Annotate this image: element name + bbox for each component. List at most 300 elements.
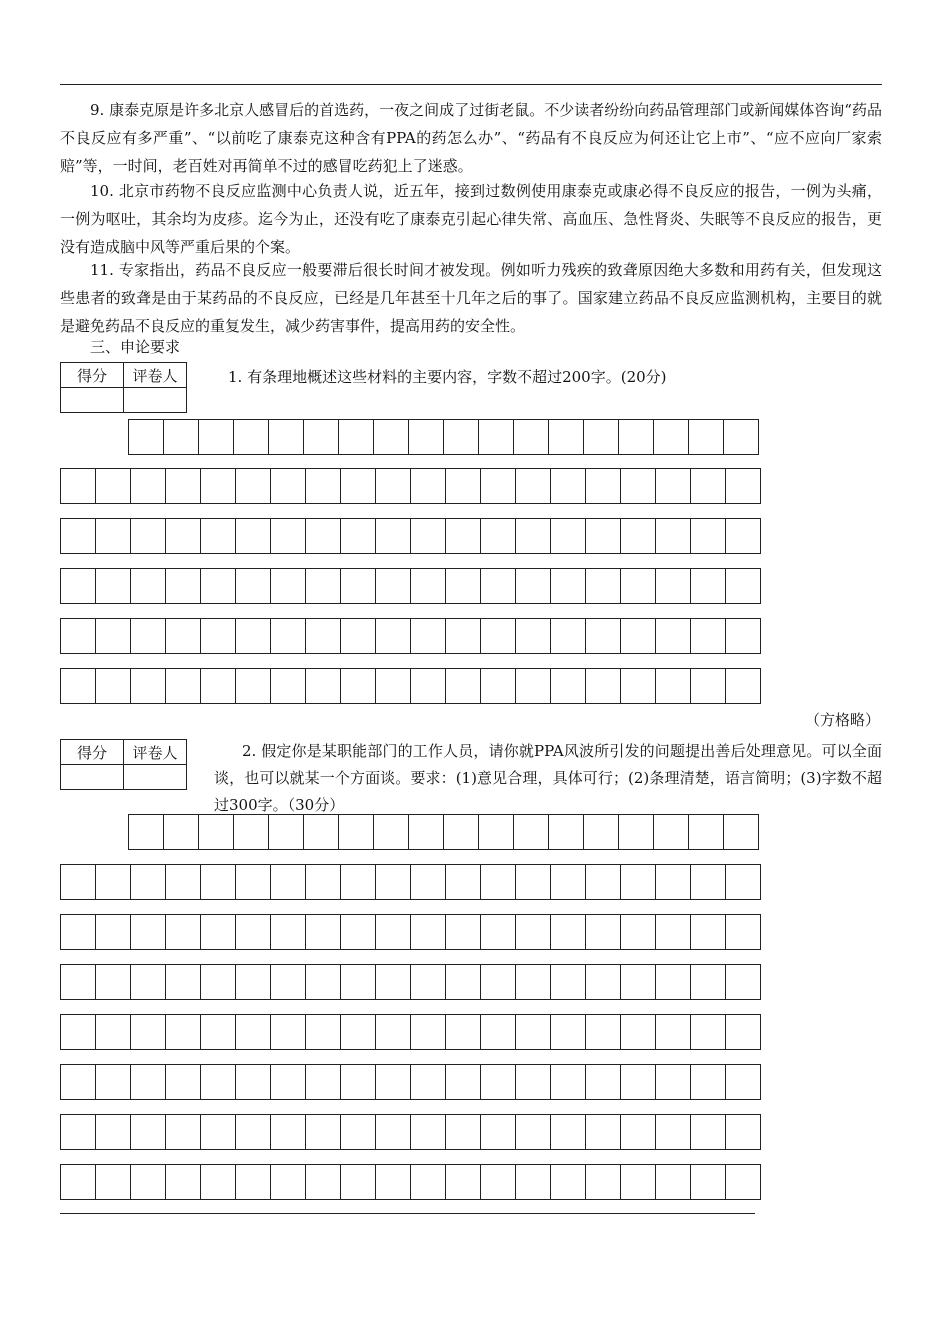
answer-grid-cell[interactable]: [690, 1114, 726, 1150]
answer-grid-cell[interactable]: [445, 468, 481, 504]
answer-grid-cell[interactable]: [270, 668, 306, 704]
answer-grid-cell[interactable]: [60, 618, 96, 654]
answer-grid-cell[interactable]: [165, 618, 201, 654]
answer-grid-cell[interactable]: [60, 468, 96, 504]
answer-grid-cell[interactable]: [513, 419, 549, 455]
answer-grid-cell[interactable]: [270, 864, 306, 900]
answer-grid-cell[interactable]: [585, 1014, 621, 1050]
answer-grid-cell[interactable]: [235, 1014, 271, 1050]
answer-grid-cell[interactable]: [480, 568, 516, 604]
answer-grid-cell[interactable]: [95, 568, 131, 604]
answer-grid-cell[interactable]: [410, 914, 446, 950]
answer-grid-row: [60, 1014, 761, 1050]
answer-grid-cell[interactable]: [200, 914, 236, 950]
answer-grid-cell[interactable]: [410, 468, 446, 504]
answer-grid-cell[interactable]: [515, 1064, 551, 1100]
answer-grid-cell[interactable]: [270, 964, 306, 1000]
answer-grid-cell[interactable]: [620, 1014, 656, 1050]
answer-grid-cell[interactable]: [303, 814, 339, 850]
answer-grid-cell[interactable]: [305, 964, 341, 1000]
answer-grid-cell[interactable]: [305, 1114, 341, 1150]
answer-grid-cell[interactable]: [340, 518, 376, 554]
answer-grid-cell[interactable]: [375, 1014, 411, 1050]
answer-grid-cell[interactable]: [60, 1064, 96, 1100]
answer-grid-cell[interactable]: [340, 914, 376, 950]
answer-grid-cell[interactable]: [235, 914, 271, 950]
answer-grid-cell[interactable]: [95, 1164, 131, 1200]
answer-grid-cell[interactable]: [550, 964, 586, 1000]
answer-grid-cell[interactable]: [620, 618, 656, 654]
answer-grid-cell[interactable]: [130, 864, 166, 900]
answer-grid-cell[interactable]: [128, 814, 164, 850]
answer-grid-cell[interactable]: [375, 1164, 411, 1200]
answer-grid-cell[interactable]: [480, 864, 516, 900]
answer-grid-cell[interactable]: [480, 1164, 516, 1200]
answer-grid-cell[interactable]: [235, 1164, 271, 1200]
answer-grid-cell[interactable]: [585, 864, 621, 900]
score-box-q2: [60, 739, 187, 790]
answer-grid-cell[interactable]: [60, 964, 96, 1000]
answer-grid-cell[interactable]: [515, 668, 551, 704]
answer-grid-cell[interactable]: [690, 1064, 726, 1100]
answer-grid-cell[interactable]: [585, 914, 621, 950]
answer-grid-cell[interactable]: [480, 468, 516, 504]
answer-grid-cell[interactable]: [165, 1114, 201, 1150]
answer-grid-cell[interactable]: [725, 668, 761, 704]
answer-grid-cell[interactable]: [688, 419, 724, 455]
answer-grid-cell[interactable]: [410, 1014, 446, 1050]
answer-grid-cell[interactable]: [515, 618, 551, 654]
answer-grid-cell[interactable]: [305, 518, 341, 554]
answer-grid-cell[interactable]: [690, 1014, 726, 1050]
answer-grid-cell[interactable]: [515, 568, 551, 604]
answer-grid-cell[interactable]: [198, 814, 234, 850]
answer-grid-cell[interactable]: [655, 518, 691, 554]
answer-grid-cell[interactable]: [338, 814, 374, 850]
answer-grid-cell[interactable]: [515, 1114, 551, 1150]
answer-grid-cell[interactable]: [60, 518, 96, 554]
answer-grid-cell[interactable]: [725, 914, 761, 950]
answer-grid-cell[interactable]: [268, 814, 304, 850]
material-paragraph-11: 11. 专家指出，药品不良反应一般要滞后很长时间才被发现。例如听力残疾的致聋原因绝大多数和用药有关，但发现这些患者的致聋是由于某药品的不良反应，已经是几年甚至十几年之后的事了。国家建立药品不良反应监测机构，主要目的就是避免药品不良反应的重复发生，减少药害事件，提高用药的安全性。: [60, 261, 882, 335]
answer-grid-cell[interactable]: [445, 1064, 481, 1100]
answer-grid-cell[interactable]: [585, 568, 621, 604]
answer-grid-cell[interactable]: [340, 568, 376, 604]
answer-grid-cell[interactable]: [445, 1114, 481, 1150]
answer-grid-cell[interactable]: [130, 964, 166, 1000]
answer-grid-cell[interactable]: [200, 568, 236, 604]
footer-rule: [60, 1213, 755, 1214]
score-cell[interactable]: [61, 765, 124, 790]
answer-grid-cell[interactable]: [550, 864, 586, 900]
grader-cell[interactable]: [124, 388, 187, 413]
answer-grid-cell[interactable]: [655, 864, 691, 900]
answer-grid-cell[interactable]: [620, 668, 656, 704]
answer-grid-cell[interactable]: [130, 668, 166, 704]
answer-grid-cell[interactable]: [165, 468, 201, 504]
answer-grid-cell[interactable]: [200, 468, 236, 504]
answer-grid-cell[interactable]: [163, 419, 199, 455]
answer-grid-cell[interactable]: [688, 814, 724, 850]
answer-grid-cell[interactable]: [480, 1014, 516, 1050]
answer-grid-cell[interactable]: [583, 814, 619, 850]
answer-grid-cell[interactable]: [340, 468, 376, 504]
answer-grid-cell[interactable]: [655, 618, 691, 654]
answer-grid-cell[interactable]: [305, 468, 341, 504]
answer-grid-cell[interactable]: [375, 568, 411, 604]
answer-grid-cell[interactable]: [305, 668, 341, 704]
answer-grid-cell[interactable]: [690, 518, 726, 554]
answer-grid-cell[interactable]: [165, 1014, 201, 1050]
answer-grid-cell[interactable]: [130, 914, 166, 950]
question-1: 1. 有条理地概述这些材料的主要内容，字数不超过200字。(20分): [228, 368, 667, 386]
answer-grid-cell[interactable]: [445, 518, 481, 554]
answer-grid-cell[interactable]: [620, 1164, 656, 1200]
answer-grid-cell[interactable]: [620, 468, 656, 504]
answer-grid-cell[interactable]: [725, 468, 761, 504]
answer-grid-cell[interactable]: [550, 668, 586, 704]
answer-grid-cell[interactable]: [410, 618, 446, 654]
answer-grid-cell[interactable]: [165, 568, 201, 604]
answer-grid-cell[interactable]: [655, 914, 691, 950]
answer-grid-cell[interactable]: [410, 964, 446, 1000]
answer-grid-cell[interactable]: [410, 668, 446, 704]
answer-grid-cell[interactable]: [690, 468, 726, 504]
answer-grid-row: [60, 518, 761, 554]
answer-grid-cell[interactable]: [690, 668, 726, 704]
answer-grid-cell[interactable]: [550, 618, 586, 654]
answer-grid-cell[interactable]: [655, 1064, 691, 1100]
answer-grid-cell[interactable]: [550, 518, 586, 554]
answer-grid-cell[interactable]: [270, 568, 306, 604]
answer-grid-cell[interactable]: [445, 964, 481, 1000]
answer-grid-cell[interactable]: [515, 1164, 551, 1200]
answer-grid-cell[interactable]: [550, 468, 586, 504]
answer-grid-cell[interactable]: [130, 618, 166, 654]
answer-grid-cell[interactable]: [375, 618, 411, 654]
answer-grid-cell[interactable]: [620, 914, 656, 950]
answer-grid-cell[interactable]: [445, 1014, 481, 1050]
answer-grid-cell[interactable]: [233, 419, 269, 455]
answer-grid-cell[interactable]: [375, 1114, 411, 1150]
answer-grid-cell[interactable]: [550, 1014, 586, 1050]
answer-grid-cell[interactable]: [725, 1064, 761, 1100]
answer-grid-cell[interactable]: [583, 419, 619, 455]
answer-grid-cell[interactable]: [655, 1114, 691, 1150]
answer-grid-cell[interactable]: [305, 914, 341, 950]
answer-grid-cell[interactable]: [165, 914, 201, 950]
answer-grid-cell[interactable]: [585, 668, 621, 704]
answer-grid-cell[interactable]: [60, 1114, 96, 1150]
answer-grid-cell[interactable]: [515, 914, 551, 950]
answer-grid-cell[interactable]: [410, 568, 446, 604]
answer-grid-cell[interactable]: [340, 1114, 376, 1150]
answer-grid-cell[interactable]: [550, 1164, 586, 1200]
answer-grid-cell[interactable]: [480, 914, 516, 950]
answer-grid-cell[interactable]: [130, 1064, 166, 1100]
answer-grid-cell[interactable]: [548, 814, 584, 850]
answer-grid-cell[interactable]: [60, 1164, 96, 1200]
answer-grid-cell[interactable]: [410, 1064, 446, 1100]
answer-grid-cell[interactable]: [585, 468, 621, 504]
answer-grid-cell[interactable]: [340, 964, 376, 1000]
answer-grid-cell[interactable]: [445, 914, 481, 950]
answer-grid-cell[interactable]: [130, 568, 166, 604]
grader-label: 评卷人: [124, 363, 187, 388]
answer-grid-cell[interactable]: [443, 419, 479, 455]
answer-grid-cell[interactable]: [445, 618, 481, 654]
answer-grid-cell[interactable]: [373, 419, 409, 455]
answer-grid-cell[interactable]: [480, 618, 516, 654]
answer-grid-cell[interactable]: [690, 618, 726, 654]
answer-grid-cell[interactable]: [725, 1164, 761, 1200]
answer-grid-cell[interactable]: [60, 864, 96, 900]
answer-grid-cell[interactable]: [95, 518, 131, 554]
answer-grid-cell[interactable]: [305, 1164, 341, 1200]
material-paragraph-10: 10. 北京市药物不良反应监测中心负责人说，近五年，接到过数例使用康泰克或康必得不良反应的报告，一例为头痛，一例为呕吐，其余均为皮疹。迄今为止，还没有吃了康泰克引起心律失常、高血压、急性肾炎、失眠等不良反应的报告，更没有造成脑中风等严重后果的个案。: [60, 182, 882, 256]
answer-grid-cell[interactable]: [375, 1064, 411, 1100]
answer-grid-cell[interactable]: [163, 814, 199, 850]
answer-grid-cell[interactable]: [515, 964, 551, 1000]
answer-grid-cell[interactable]: [550, 1064, 586, 1100]
answer-grid-cell[interactable]: [653, 419, 689, 455]
answer-grid-cell[interactable]: [235, 964, 271, 1000]
answer-grid-cell[interactable]: [235, 864, 271, 900]
answer-grid-cell[interactable]: [235, 518, 271, 554]
answer-grid-cell[interactable]: [233, 814, 269, 850]
answer-grid-cell[interactable]: [305, 1064, 341, 1100]
answer-grid-cell[interactable]: [690, 914, 726, 950]
answer-grid-cell[interactable]: [618, 814, 654, 850]
answer-grid-cell[interactable]: [60, 1014, 96, 1050]
answer-grid-cell[interactable]: [200, 518, 236, 554]
answer-grid-cell[interactable]: [620, 568, 656, 604]
score-box-q1: [60, 362, 187, 413]
answer-grid-cell[interactable]: [95, 1064, 131, 1100]
answer-grid-cell[interactable]: [620, 864, 656, 900]
answer-grid-cell[interactable]: [130, 1164, 166, 1200]
answer-grid-cell[interactable]: [725, 964, 761, 1000]
answer-grid-cell[interactable]: [480, 1114, 516, 1150]
answer-grid-cell[interactable]: [95, 964, 131, 1000]
answer-grid-cell[interactable]: [130, 1114, 166, 1150]
answer-grid-cell[interactable]: [130, 1014, 166, 1050]
answer-grid-cell[interactable]: [445, 864, 481, 900]
answer-grid-cell[interactable]: [655, 468, 691, 504]
answer-grid-cell[interactable]: [375, 668, 411, 704]
answer-grid-cell[interactable]: [620, 1114, 656, 1150]
answer-grid-cell[interactable]: [480, 1064, 516, 1100]
answer-grid-cell[interactable]: [235, 618, 271, 654]
answer-grid-cell[interactable]: [375, 518, 411, 554]
answer-grid-cell[interactable]: [620, 518, 656, 554]
answer-grid-cell[interactable]: [60, 914, 96, 950]
answer-grid-cell[interactable]: [200, 1164, 236, 1200]
answer-grid-cell[interactable]: [340, 618, 376, 654]
answer-grid-cell[interactable]: [270, 1064, 306, 1100]
answer-grid-cell[interactable]: [375, 468, 411, 504]
answer-grid-cell[interactable]: [655, 568, 691, 604]
answer-grid-cell[interactable]: [128, 419, 164, 455]
answer-grid-cell[interactable]: [95, 1114, 131, 1150]
answer-grid-cell[interactable]: [725, 864, 761, 900]
answer-grid-cell[interactable]: [725, 518, 761, 554]
answer-grid-cell[interactable]: [408, 814, 444, 850]
answer-grid-cell[interactable]: [585, 1114, 621, 1150]
answer-grid-cell[interactable]: [410, 518, 446, 554]
answer-grid-row: [60, 864, 761, 900]
answer-grid-cell[interactable]: [305, 1014, 341, 1050]
answer-grid-cell[interactable]: [200, 1064, 236, 1100]
answer-grid-cell[interactable]: [95, 468, 131, 504]
answer-grid-cell[interactable]: [235, 468, 271, 504]
answer-grid-cell[interactable]: [200, 964, 236, 1000]
answer-grid-cell[interactable]: [655, 964, 691, 1000]
answer-grid-cell[interactable]: [270, 1014, 306, 1050]
answer-grid-cell[interactable]: [235, 568, 271, 604]
answer-grid-row: [60, 668, 761, 704]
answer-grid-cell[interactable]: [305, 568, 341, 604]
answer-grid-cell[interactable]: [95, 864, 131, 900]
answer-grid-cell[interactable]: [200, 1014, 236, 1050]
answer-grid-cell[interactable]: [270, 1164, 306, 1200]
answer-grid-cell[interactable]: [445, 1164, 481, 1200]
answer-grid-cell[interactable]: [515, 864, 551, 900]
answer-grid-cell[interactable]: [200, 864, 236, 900]
answer-grid-row: [60, 1114, 761, 1150]
answer-grid-cell[interactable]: [445, 568, 481, 604]
answer-grid-cell[interactable]: [340, 1164, 376, 1200]
answer-grid-cell[interactable]: [723, 419, 759, 455]
answer-grid-cell[interactable]: [445, 668, 481, 704]
answer-grid-cell[interactable]: [655, 1164, 691, 1200]
answer-grid-cell[interactable]: [60, 568, 96, 604]
answer-grid-cell[interactable]: [340, 668, 376, 704]
answer-grid-cell[interactable]: [200, 668, 236, 704]
answer-grid-cell[interactable]: [165, 518, 201, 554]
answer-grid-cell[interactable]: [340, 1064, 376, 1100]
answer-grid-cell[interactable]: [515, 1014, 551, 1050]
answer-grid-cell[interactable]: [515, 518, 551, 554]
answer-grid-cell[interactable]: [478, 419, 514, 455]
answer-grid-cell[interactable]: [620, 964, 656, 1000]
answer-grid-cell[interactable]: [653, 814, 689, 850]
answer-grid-cell[interactable]: [95, 618, 131, 654]
answer-grid-cell[interactable]: [305, 864, 341, 900]
answer-grid-cell[interactable]: [480, 964, 516, 1000]
answer-grid-cell[interactable]: [303, 419, 339, 455]
answer-grid-cell[interactable]: [690, 568, 726, 604]
answer-grid-cell[interactable]: [550, 914, 586, 950]
answer-grid-cell[interactable]: [410, 864, 446, 900]
answer-grid-cell[interactable]: [618, 419, 654, 455]
answer-grid-cell[interactable]: [340, 864, 376, 900]
answer-grid-cell[interactable]: [620, 1064, 656, 1100]
answer-grid-cell[interactable]: [235, 668, 271, 704]
answer-grid-cell[interactable]: [375, 914, 411, 950]
answer-grid-cell[interactable]: [235, 1114, 271, 1150]
answer-grid-cell[interactable]: [513, 814, 549, 850]
grader-label: 评卷人: [124, 740, 187, 765]
answer-grid-cell[interactable]: [585, 964, 621, 1000]
answer-grid-cell[interactable]: [723, 814, 759, 850]
answer-grid-cell[interactable]: [550, 568, 586, 604]
answer-grid-cell[interactable]: [408, 419, 444, 455]
answer-grid-cell[interactable]: [270, 468, 306, 504]
answer-grid-row: [60, 618, 761, 654]
answer-grid-cell[interactable]: [655, 1014, 691, 1050]
answer-grid-row: [60, 914, 761, 950]
answer-grid-cell[interactable]: [165, 668, 201, 704]
score-cell[interactable]: [61, 388, 124, 413]
answer-grid-cell[interactable]: [338, 419, 374, 455]
answer-grid-cell[interactable]: [690, 964, 726, 1000]
answer-grid-cell[interactable]: [585, 1164, 621, 1200]
answer-grid-cell[interactable]: [410, 1164, 446, 1200]
answer-grid-cell[interactable]: [725, 618, 761, 654]
answer-grid-cell[interactable]: [270, 914, 306, 950]
answer-grid-cell[interactable]: [270, 518, 306, 554]
answer-grid-cell[interactable]: [270, 618, 306, 654]
answer-grid-cell[interactable]: [515, 468, 551, 504]
answer-grid-cell[interactable]: [410, 1114, 446, 1150]
answer-grid-cell[interactable]: [585, 518, 621, 554]
answer-grid-row: [60, 1164, 761, 1200]
answer-grid-cell[interactable]: [305, 618, 341, 654]
answer-grid-cell[interactable]: [198, 419, 234, 455]
answer-grid-cell[interactable]: [340, 1014, 376, 1050]
answer-grid-cell[interactable]: [585, 618, 621, 654]
answer-grid-cell[interactable]: [550, 1114, 586, 1150]
answer-grid-cell[interactable]: [655, 668, 691, 704]
answer-grid-cell[interactable]: [548, 419, 584, 455]
answer-grid-cell[interactable]: [95, 914, 131, 950]
answer-grid-cell[interactable]: [165, 1064, 201, 1100]
answer-grid-cell[interactable]: [375, 864, 411, 900]
answer-grid-cell[interactable]: [165, 1164, 201, 1200]
answer-grid-cell[interactable]: [480, 668, 516, 704]
answer-grid-cell[interactable]: [480, 518, 516, 554]
answer-grid-cell[interactable]: [200, 1114, 236, 1150]
answer-grid-cell[interactable]: [373, 814, 409, 850]
material-paragraph-9: 9. 康泰克原是许多北京人感冒后的首选药，一夜之间成了过街老鼠。不少读者纷纷向药品管理部门或新闻媒体咨询“药品不良反应有多严重”、“以前吃了康泰克这种含有PPA的药怎么办”、“药品有不良反应为何还让它上市”、“应不应向厂家索赔”等，一时间，老百姓对再简单不过的感冒吃药犯上了迷惑。: [60, 101, 882, 175]
grader-cell[interactable]: [124, 765, 187, 790]
question-2: 2. 假定你是某职能部门的工作人员，请你就PPA风波所引发的问题提出善后处理意见。可以全面谈，也可以就某一个方面谈。要求：(1)意见合理，具体可行；(2)条理清楚，语言简明；(3)字数不超过300字。（30分）: [214, 742, 882, 814]
answer-grid-cell[interactable]: [268, 419, 304, 455]
answer-grid-cell[interactable]: [270, 1114, 306, 1150]
answer-grid-cell[interactable]: [690, 864, 726, 900]
answer-grid-cell[interactable]: [690, 1164, 726, 1200]
answer-grid-cell[interactable]: [235, 1064, 271, 1100]
answer-grid-cell[interactable]: [130, 518, 166, 554]
answer-grid-cell[interactable]: [375, 964, 411, 1000]
answer-grid-cell[interactable]: [478, 814, 514, 850]
answer-grid-cell[interactable]: [95, 1014, 131, 1050]
answer-grid-cell[interactable]: [165, 864, 201, 900]
answer-grid-cell[interactable]: [725, 1114, 761, 1150]
answer-grid-cell[interactable]: [725, 568, 761, 604]
answer-grid-cell[interactable]: [725, 1014, 761, 1050]
answer-grid-cell[interactable]: [200, 618, 236, 654]
answer-grid-cell[interactable]: [165, 964, 201, 1000]
answer-grid-row: [60, 1064, 761, 1100]
answer-grid-cell[interactable]: [585, 1064, 621, 1100]
answer-grid-cell[interactable]: [443, 814, 479, 850]
answer-grid-cell[interactable]: [95, 668, 131, 704]
answer-grid-cell[interactable]: [60, 668, 96, 704]
score-label: 得分: [61, 740, 124, 765]
answer-grid-cell[interactable]: [130, 468, 166, 504]
